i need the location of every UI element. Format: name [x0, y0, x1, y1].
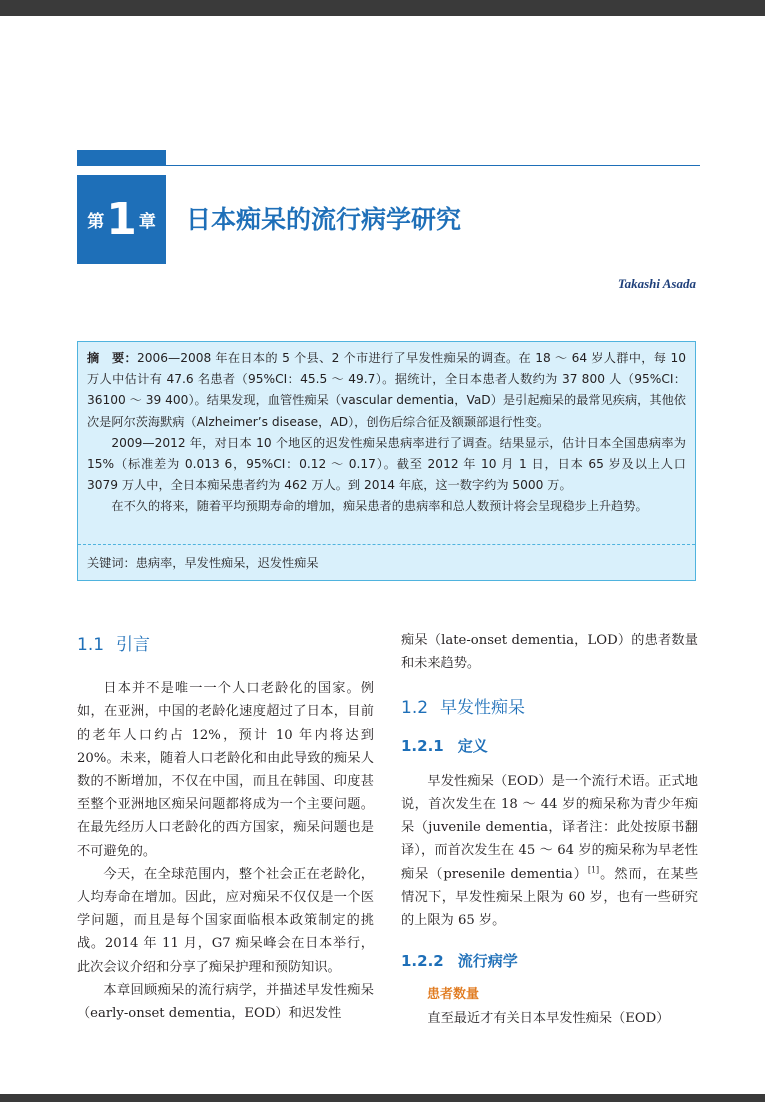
- intro-paragraph-1: 日本并不是唯一一个人口老龄化的国家。例如，在亚洲，中国的老龄化速度超过了日本，目前的老年人口约占 12%，预计 10 年内将达到 20%。未来，随着人口老龄化和由此导致的痴呆人数的不断增加，不仅在中国，而且在韩国、印度甚至整个亚洲地区痴呆问题都将成为一个主要问题。在最先经历人口老龄化的西方国家，痴呆问题也是不可避免的。: [77, 681, 374, 859]
- keywords-label: 关键词：: [87, 556, 136, 570]
- section-number: 1.2: [401, 698, 429, 719]
- chapter-title: 日本痴呆的流行病学研究: [186, 205, 462, 234]
- subsection-number: 1.2.2: [401, 952, 444, 971]
- chapter-number-box: [77, 175, 166, 264]
- subsection-number: 1.2.1: [401, 736, 444, 755]
- section-heading-1-1: [77, 634, 374, 657]
- intro-paragraph-2: 今天，在全球范围内，整个社会正在老龄化，人均寿命在增加。因此，应对痴呆不仅仅是一个医学问题，而且是每个国家面临根本政策制定的挑战。2014 年 11 月，G7 痴呆峰会在日本举行，此次会议介绍和分享了痴呆护理和预防知识。: [77, 866, 374, 975]
- intro-paragraph-3: 本章回顾痴呆的流行病学，并描述早发性痴呆（early-onset dementia，EOD）和迟发性: [77, 982, 374, 1022]
- section-title: 引言: [116, 635, 151, 655]
- abstract-box: [77, 341, 696, 581]
- chapter-prefix: 第: [87, 212, 105, 232]
- abstract-paragraph-1: [87, 348, 686, 433]
- continued-paragraph: 痴呆（late-onset dementia，LOD）的患者数量和未来趋势。: [401, 633, 698, 672]
- subsection-title: 定义: [457, 736, 488, 755]
- abstract-paragraph-2: 2009—2012 年，对日本 10 个地区的迟发性痴呆患病率进行了调查。结果显示，估计日本全国患病率为 15%（标准差为 0.013 6，95%CI：0.12 ～ 0.17）。截至 2012 年 10 月 1 日，日本 65 岁及以上人口 3079 万人中，全日本痴呆患者约为 462 万人。到 2014 年底，这一数字约为 5000 万。: [87, 435, 686, 493]
- abstract-body: [78, 342, 695, 544]
- top-border-bar: [0, 0, 765, 16]
- subsection-heading-1-2-2: [401, 950, 698, 973]
- minor-heading-patient-count: 患者数量: [427, 987, 480, 1003]
- subsection-title: 流行病学: [457, 952, 518, 971]
- definition-text: 早发性痴呆（EOD）是一个流行术语。正式地说，首次发生在 18 ～ 44 岁的痴呆称为青少年痴呆（juvenile dementia，译者注：此处按原书翻译），而首次发生在 45 ～ 64 岁的痴呆称为早老性痴呆（presenile dementia）: [401, 773, 698, 882]
- section-title: 早发性痴呆: [440, 698, 526, 719]
- definition-text-end: 。然而，在某些情况下，早发性痴呆上限为 60 岁，也有一些研究的上限为 65 岁。: [401, 866, 699, 929]
- bottom-border-bar: [0, 1094, 765, 1102]
- keywords-line: [78, 545, 695, 582]
- chapter-suffix: 章: [138, 212, 156, 232]
- epidemiology-paragraph: 直至最近才有关日本早发性痴呆（EOD）: [427, 1010, 670, 1026]
- section-heading-1-2: [401, 697, 698, 720]
- author-name: Takashi Asada: [617, 276, 696, 291]
- right-column: [401, 629, 698, 1030]
- chapter-rule: [166, 165, 700, 166]
- chapter-number: 1: [106, 193, 137, 245]
- section-number: 1.1: [77, 635, 105, 655]
- abstract-text-1: 2006—2008 年在日本的 5 个县、2 个市进行了早发性痴呆的调查。在 18 ～ 64 岁人群中，每 10 万人中估计有 47.6 名患者（95%CI：45.5 ～ 49.7）。据统计，全日本患者人数约为 37 800 人（95%CI：36100 ～ 39 400）。结果发现，血管性痴呆（vascular dementia，VaD）是引起痴呆的最常见疾病，其他依次是阿尔茨海默病（Alzheimer’s disease，AD），创伤后综合征及额颞部退行性变。: [87, 351, 687, 429]
- keywords-text: 患病率，早发性痴呆，迟发性痴呆: [135, 556, 319, 570]
- abstract-label: 摘 要：: [87, 351, 138, 365]
- left-column: [77, 634, 374, 1025]
- subsection-heading-1-2-1: [401, 735, 698, 758]
- chapter-accent-bar: [77, 150, 166, 166]
- abstract-paragraph-3: 在不久的将来，随着平均预期寿命的增加，痴呆患者的患病率和总人数预计将会呈现稳步上升趋势。: [111, 499, 648, 514]
- definition-paragraph: [401, 770, 698, 932]
- reference-marker[interactable]: [1]: [587, 865, 600, 875]
